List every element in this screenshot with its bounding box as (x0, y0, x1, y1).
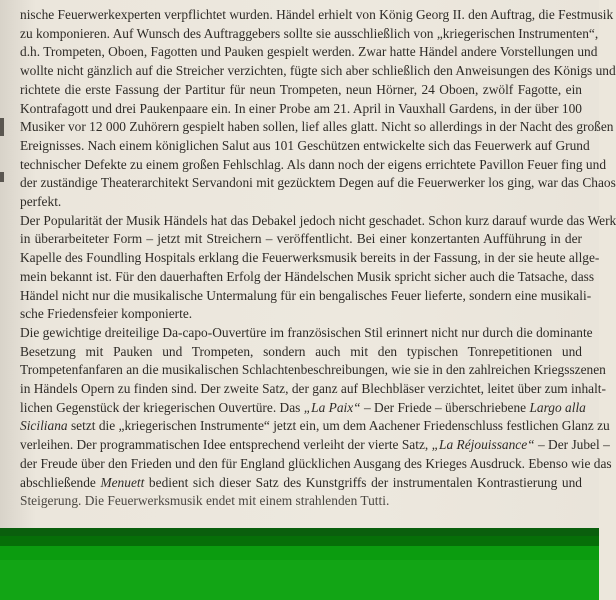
text-run: – Der Friede – überschriebene (360, 399, 530, 415)
text-line: in überarbeiteter Form – jetzt mit Streichern – veröffentlicht. Bei einer konzertanten Aufführung in der (20, 231, 582, 247)
text-run: lichen Gegenstück der kriegerischen Ouvertüre. Das (20, 399, 304, 415)
text-line: zu komponieren. Auf Wunsch des Auftraggebers sollte sie ausschließlich von „kriegerischen Instrumenten“, (20, 25, 599, 41)
text-line: richtete die erste Fassung der Partitur für neun Trompeten, neun Hörner, 24 Oboen, zwölf Fagotte, ein (20, 81, 582, 97)
text-line-cut: Steigerung. Die Feuerwerksmusik endet mit einem strahlenden Tutti. (20, 493, 390, 509)
text-line: d.h. Trompeten, Oboen, Fagotten und Pauken gespielt werden. Zwar hatte Händel andere Vorstellungen und (20, 44, 598, 60)
text-line: Kapelle des Foundling Hospitals erklang die Feuerwerksmusik bereits in der Fassung, in der sie heute allge- (20, 250, 600, 266)
band-stripe (0, 528, 599, 536)
text-line: sche Friedensfeier komponierte. (20, 306, 193, 322)
text-line (20, 474, 582, 493)
body-text (20, 6, 616, 511)
text-run: – Der Jubel – (534, 437, 610, 453)
text-line: Trompetenfanfaren an die musikalischen Schlachtenbeschreibungen, wie sie in den zahlreichen Kriegsszenen (20, 362, 606, 378)
page-edge-mark (0, 172, 4, 182)
italic-title: Menuett (100, 474, 145, 490)
italic-title: „La Paix“ (303, 399, 361, 415)
text-line: Kontrafagott und drei Paukenpaare ein. In einer Probe am 21. April in Vauxhall Gardens, in der über 100 (20, 100, 582, 116)
text-line: Musiker vor 12 000 Zuhörern gespielt haben sollen, lief alles glatt. Nicht so allerdings in der Nacht des großen (20, 119, 614, 135)
text-line: Händel nicht nur die musikalische Untermalung für ein bengalisches Feuer lieferte, sondern eine musikali- (20, 287, 592, 303)
band-stripe (0, 536, 599, 546)
green-bottom-band (0, 528, 599, 600)
text-line: Der Popularität der Musik Händels hat das Debakel jedoch nicht geschadet. Schon kurz darauf wurde das Werk (20, 212, 616, 228)
text-run: bedient sich dieser Satz des Kunstgriffs der instrumentalen Kontrastierung und (144, 474, 582, 490)
text-line: wollte nicht gänzlich auf die Streicher verzichten, fügte sich aber schließlich den Anweisungen des Königs und (20, 63, 616, 79)
text-line: der Freude über den Frieden und den für England glücklichen Ausgang des Krieges Ausdruck. Ebenso wie das (20, 455, 612, 471)
text-run: abschließende (20, 474, 101, 490)
band-stripe (0, 546, 599, 560)
text-line: nische Feuerwerkexperten verpflichtet wurden. Händel erhielt von König Georg II. den Auftrag, die Festmusik (20, 7, 614, 22)
text-line: Ereignisses. Nach einem königlichen Salut aus 101 Geschützen entwickelte sich das Feuerwerk auf Grund (20, 137, 590, 153)
italic-title: Largo alla (529, 399, 586, 415)
text-line: technischer Defekte zu einem großen Fehlschlag. Als dann noch der eigens errichtete Pavillon Feuer fing und (20, 156, 607, 172)
text-line (20, 436, 610, 455)
text-run: setzt die „kriegerischen Instrumente“ jetzt ein, um dem Aachener Friedenschluss festlichen Glanz zu (67, 418, 610, 434)
band-stripe (0, 560, 599, 600)
text-line (20, 417, 610, 436)
text-line: in Händels Opern zu finden sind. Der zweite Satz, der ganz auf Blechbläser verzichtet, leitet über zum inhalt- (20, 381, 606, 397)
text-run: verleihen. Der programmatischen Idee entsprechend verleiht der vierte Satz, (20, 437, 429, 453)
page-edge-mark (0, 118, 4, 136)
italic-title: Siciliana (20, 418, 68, 434)
text-line: mein bekannt ist. Für den dauerhaften Erfolg der Händelschen Musik spricht sicher auch die Tatsache, dass (20, 268, 595, 284)
text-line: der zuständige Theaterarchitekt Servandoni mit gezücktem Degen auf die Feuerwerker los ging, war das Chaos (20, 175, 616, 191)
text-line: perfekt. (20, 194, 62, 210)
italic-title: „La Réjouissance“ (431, 437, 535, 453)
text-line (20, 399, 586, 418)
text-line: Besetzung mit Pauken und Trompeten, sondern auch mit den typischen Tonrepetitionen und (20, 343, 582, 359)
text-line: Die gewichtige dreiteilige Da-capo-Ouvertüre im französischen Stil erinnert nicht nur durch die dominante (20, 324, 593, 340)
